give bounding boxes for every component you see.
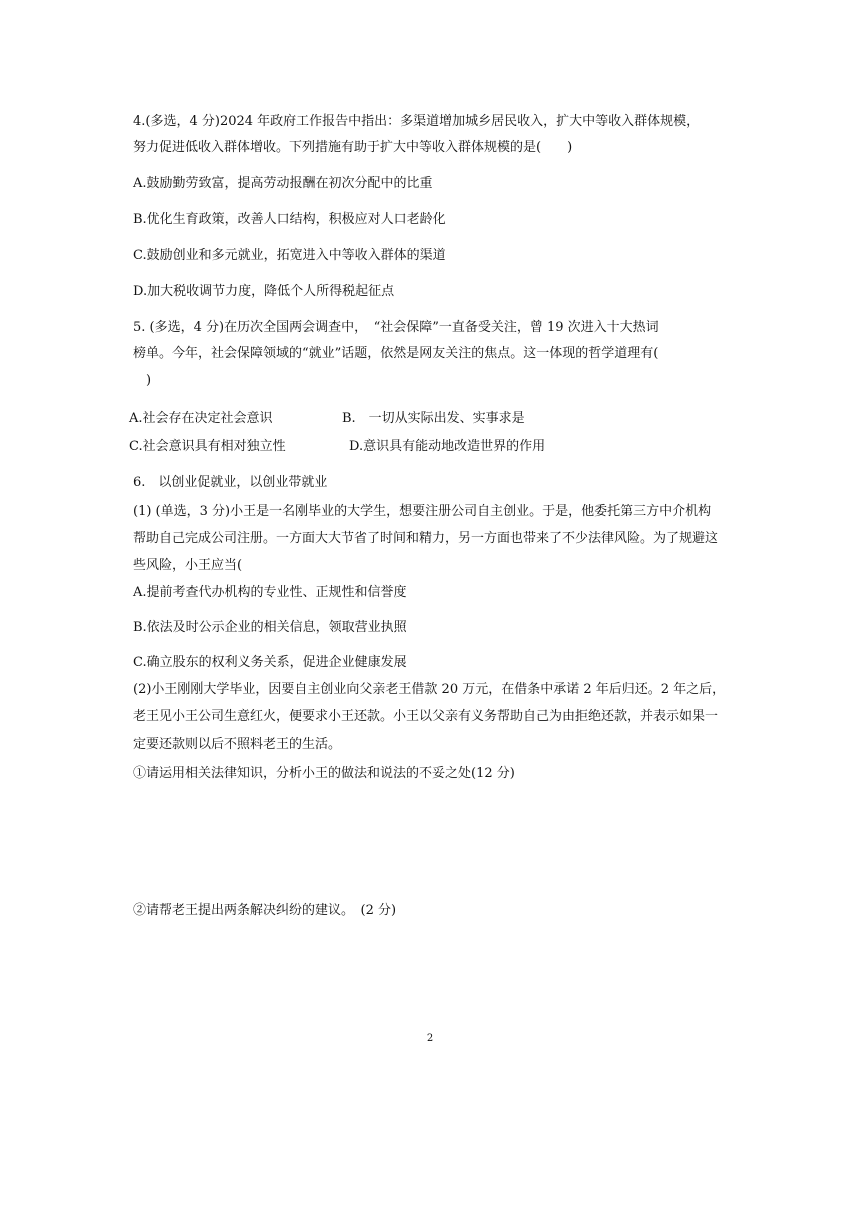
q6-part1-line-3: 些风险，小王应当( (133, 558, 243, 573)
q6-part1-option-c: C.确立股东的权利义务关系，促进企业健康发展 (133, 655, 407, 670)
q6-part2-line-2: 老王见小王公司生意红火，便要求小王还款。小王以父亲有义务帮助自己为由拒绝还款，并表示如果一 (133, 709, 719, 724)
q4-stem-line-2: 努力促进低收入群体增收。下列措施有助于扩大中等收入群体规模的是( ) (133, 140, 573, 155)
q4-option-d: D.加大税收调节力度，降低个人所得税起征点 (133, 284, 395, 299)
q6-part1-option-a: A.提前考查代办机构的专业性、正规性和信誉度 (133, 585, 407, 600)
q5-stem-line-1: 5. (多选，4 分)在历次全国两会调查中， “社会保障”一直备受关注，曾 19 次进入十大热词 (133, 320, 659, 335)
q6-part2-line-1: (2)小王刚刚大学毕业，因要自主创业向父亲老王借款 20 万元，在借条中承诺 2 年后归还。2 年之后， (133, 682, 726, 697)
q4-option-b: B.优化生育政策，改善人口结构，积极应对人口老龄化 (133, 212, 446, 227)
q6-subquestion-2: ②请帮老王提出两条解决纠纷的建议。 (2 分) (133, 903, 397, 918)
q5-option-b: B. 一切从实际出发、实事求是 (342, 411, 525, 426)
q5-option-d: D.意识具有能动地改造世界的作用 (349, 439, 546, 454)
q6-part1-option-b: B.依法及时公示企业的相关信息，领取营业执照 (133, 620, 407, 635)
q6-title: 6. 以创业促就业，以创业带就业 (133, 475, 328, 490)
q6-part1-line-2: 帮助自己完成公司注册。一方面大大节省了时间和精力，另一方面也带来了不少法律风险。为了规避这 (133, 531, 719, 546)
q4-stem-line-1: 4.(多选，4 分)2024 年政府工作报告中指出：多渠道增加城乡居民收入，扩大中等收入群体规模， (133, 114, 700, 129)
q6-part2-line-3: 定要还款则以后不照料老王的生活。 (133, 737, 342, 752)
q5-stem-line-2: 榜单。今年，社会保障领域的“就业”话题，依然是网友关注的焦点。这一体现的哲学道理有( (133, 346, 659, 361)
page-number: 2 (426, 1033, 434, 1044)
q6-subquestion-1: ①请运用相关法律知识，分析小王的做法和说法的不妥之处(12 分) (133, 766, 515, 781)
q4-option-c: C.鼓励创业和多元就业，拓宽进入中等收入群体的渠道 (133, 248, 446, 263)
q6-part1-line-1: (1) (单选，3 分)小王是一名刚毕业的大学生，想要注册公司自主创业。于是，他委托第三方中介机构 (133, 504, 712, 519)
q5-option-c: C.社会意识具有相对独立性 (129, 439, 286, 454)
q5-stem-line-3: ) (146, 373, 152, 388)
q4-option-a: A.鼓励勤劳致富，提高劳动报酬在初次分配中的比重 (133, 176, 433, 191)
q5-option-a: A.社会存在决定社会意识 (129, 411, 273, 426)
